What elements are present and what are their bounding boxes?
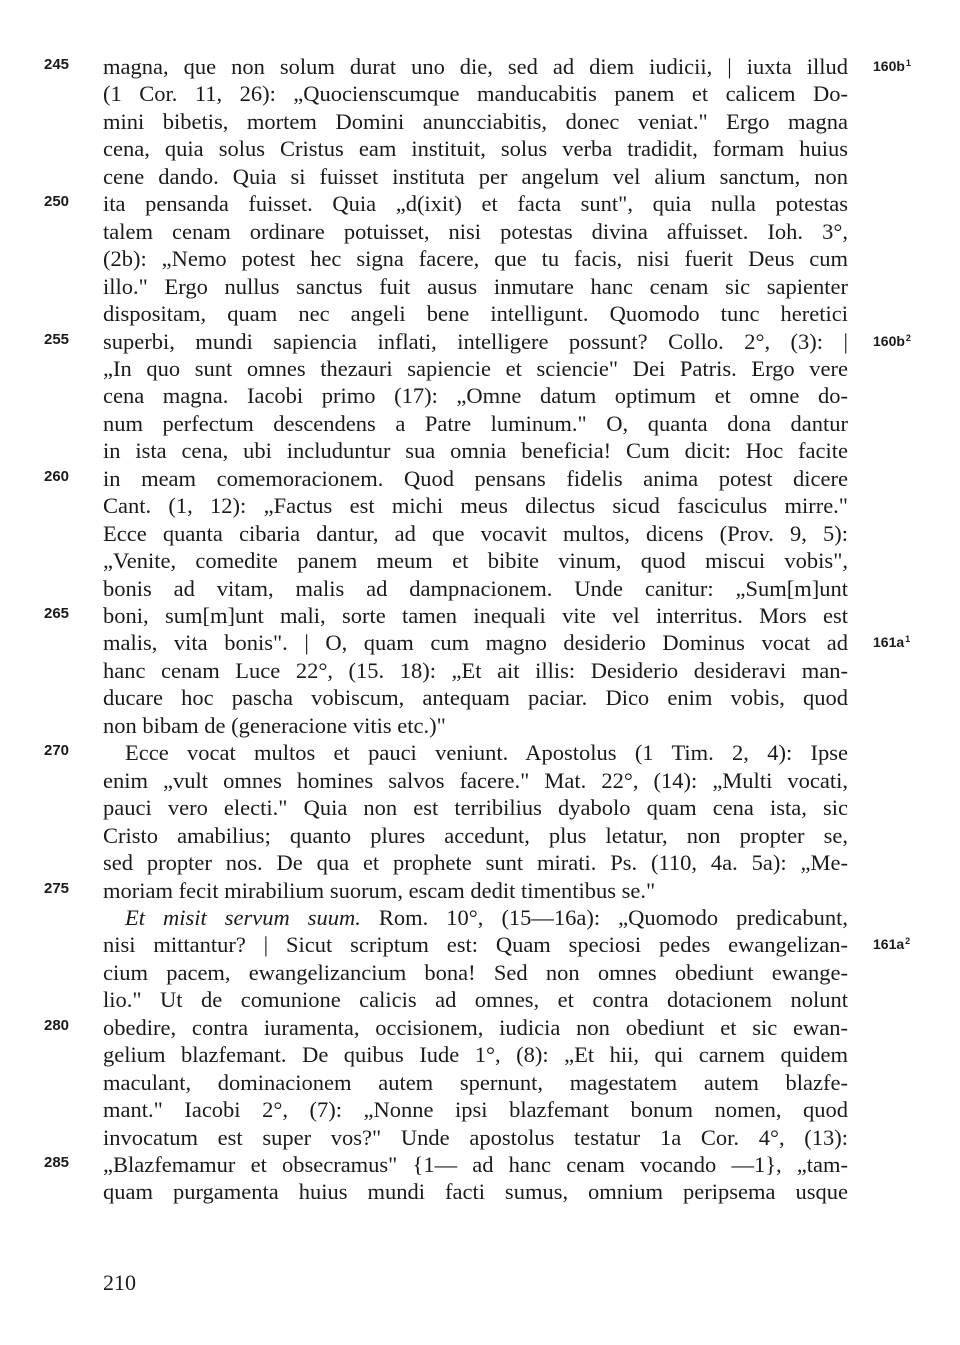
text-line: (2b): „Nemo potest hec signa facere, que tu facis, nisi fuerit Deus cum bbox=[103, 246, 848, 272]
folio-superscript: 2 bbox=[905, 332, 911, 343]
text-line: mini bibetis, mortem Domini anuncciabitis, donec veniat." Ergo magna bbox=[103, 108, 848, 134]
text-line: ita pensanda fuisset. Quia „d(ixit) et facta sunt", quia nulla potestas bbox=[103, 191, 848, 217]
text-line: in meam comemoracionem. Quod pensans fidelis anima potest dicere bbox=[103, 465, 848, 491]
folio-mark: $161a^2$ bbox=[873, 936, 911, 953]
text-line: cena magna. Iacobi primo (17): „Omne datum optimum et omne do- bbox=[103, 383, 848, 409]
text-line: dispositam, quam nec angeli bene intelligunt. Quomodo tunc heretici bbox=[103, 301, 848, 327]
text-line: Ecce vocat multos et pauci veniunt. Apostolus (1 Tim. 2, 4): Ipse bbox=[125, 740, 848, 766]
text-line: enim „vult omnes homines salvos facere." Mat. 22°, (14): „Multi vocati, bbox=[103, 767, 848, 793]
text-line: Ecce quanta cibaria dantur, ad que vocavit multos, dicens (Prov. 9, 5): bbox=[103, 520, 848, 546]
line-number: 270 bbox=[44, 742, 70, 760]
text-line: cene dando. Quia si fuisset instituta per angelum vel alium sanctum, non bbox=[103, 163, 848, 189]
text-line: malis, vita bonis". | O, quam cum magno desiderio Dominus vocat ad bbox=[103, 630, 848, 656]
text-line: sed propter nos. De qua et prophete sunt mirati. Ps. (110, 4a. 5a): „Me- bbox=[103, 850, 848, 876]
line-number: 260 bbox=[44, 467, 70, 485]
text-line: illo." Ergo nullus sanctus fuit ausus inmutare hanc cenam sic sapienter bbox=[103, 273, 848, 299]
text-line: talem cenam ordinare potuisset, nisi potestas divina affuisset. Ioh. 3°, bbox=[103, 218, 848, 244]
text-line: in ista cena, ubi includuntur sua omnia beneficia! Cum dicit: Hoc facite bbox=[103, 438, 848, 464]
text-line: ducare hoc pascha vobiscum, antequam paciar. Dico enim vobis, quod bbox=[103, 685, 848, 711]
italic-incipit: Et misit servum suum. bbox=[125, 904, 361, 930]
text-line: Et misit servum suum. Rom. 10°, (15—16a): „Quomodo predicabunt, bbox=[125, 904, 849, 930]
text-line: nisi mittantur? | Sicut scriptum est: Quam speciosi pedes ewangelizan- bbox=[103, 932, 848, 958]
text-line: Cristo amabilius; quanto plures accedunt, plus letatur, non propter se, bbox=[103, 822, 848, 848]
folio-superscript: 1 bbox=[905, 634, 911, 645]
line-number: 275 bbox=[44, 879, 70, 897]
text-line: magna, que non solum durat uno die, sed ad diem iudicii, | iuxta illud bbox=[103, 54, 848, 79]
folio-mark: $160b^2$ bbox=[873, 332, 911, 349]
text-line: gelium blazfemant. De quibus Iude 1°, (8): „Et hii, qui carnem quidem bbox=[103, 1042, 848, 1068]
line-number: 245 bbox=[44, 56, 70, 73]
line-number: 285 bbox=[44, 1154, 70, 1171]
text-line: Cant. (1, 12): „Factus est michi meus dilectus sicud fasciculus mirre." bbox=[103, 493, 848, 519]
text-line: mant." Iacobi 2°, (7): „Nonne ipsi blazfemant bonum nomen, quod bbox=[103, 1097, 848, 1123]
text-line: bonis ad vitam, malis ad dampnacionem. Unde canitur: „Sum[m]unt bbox=[103, 575, 848, 601]
text-line: „Venite, comedite panem meum et bibite vinum, quod miscui vobis", bbox=[103, 548, 848, 574]
line-number: 265 bbox=[44, 605, 70, 622]
text-line: „Blazfemamur et obsecramus" {1— ad hanc cenam vocando —1}, „tam- bbox=[103, 1152, 848, 1177]
text-line: quam purgamenta huius mundi facti sumus, omnium peripsema usque bbox=[103, 1179, 848, 1205]
folio-superscript: 2 bbox=[905, 936, 911, 947]
text-line: superbi, mundi sapiencia inflati, intelligere possunt? Collo. 2°, (3): | bbox=[103, 328, 848, 354]
folio-mark: $160b^1$ bbox=[873, 58, 911, 74]
text-line: „In quo sunt omnes thezauri sapiencie et sciencie" Dei Patris. Ergo vere bbox=[103, 355, 848, 381]
text-line: hanc cenam Luce 22°, (15. 18): „Et ait illis: Desiderio desideravi man- bbox=[103, 657, 848, 683]
text-line: (1 Cor. 11, 26): „Quocienscumque manducabitis panem et calicem Do- bbox=[103, 81, 848, 107]
line-number: 255 bbox=[44, 330, 70, 348]
text-line: boni, sum[m]unt mali, sorte tamen inequali vite vel interritus. Mors est bbox=[103, 603, 848, 628]
text-line: lio." Ut de comunione calicis ad omnes, et contra dotacionem nolunt bbox=[103, 987, 848, 1013]
text-line: invocatum est super vos?" Unde apostolus testatur 1a Cor. 4°, (13): bbox=[103, 1124, 848, 1150]
line-number: 250 bbox=[44, 193, 70, 211]
text-line: obedire, contra iuramenta, occisionem, iudicia non obediunt et sic ewan- bbox=[103, 1014, 848, 1040]
folio-mark: $161a^1$ bbox=[873, 634, 911, 651]
text-line: maculant, dominacionem autem spernunt, magestatem autem blazfe- bbox=[103, 1069, 848, 1095]
text-line: pauci vero electi." Quia non est terribilius dyabolo quam cena ista, sic bbox=[103, 795, 848, 821]
text-line: cium pacem, ewangelizancium bona! Sed non omnes obediunt ewange- bbox=[103, 959, 848, 985]
folio-superscript: 1 bbox=[905, 58, 911, 68]
line-number: 280 bbox=[44, 1016, 70, 1034]
page-number: 210 bbox=[103, 1270, 136, 1295]
text-line: num perfectum descendens a Patre luminum." O, quanta dona dantur bbox=[103, 410, 848, 436]
text-line: non bibam de (generacione vitis etc.)" bbox=[103, 712, 446, 738]
text-line: moriam fecit mirabilium suorum, escam dedit timentibus se." bbox=[103, 877, 656, 903]
text-line: cena, quia solus Cristus eam instituit, solus verba tradidit, formam huius bbox=[103, 136, 848, 162]
